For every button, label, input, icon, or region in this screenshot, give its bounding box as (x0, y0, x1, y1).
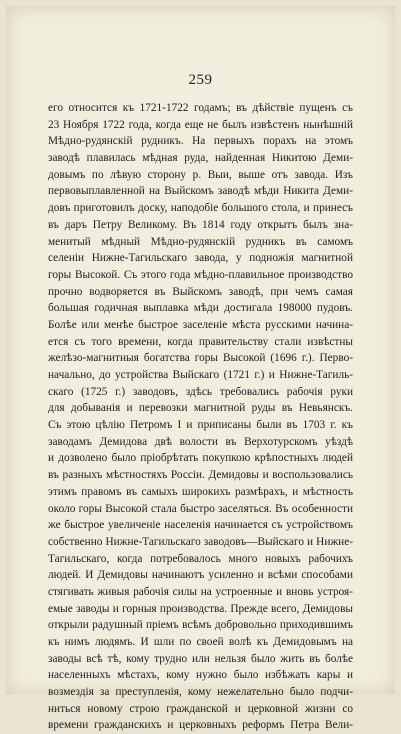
text-line: къ нимъ людямъ. И шли по своей волѣ къ Демидовымъ на (48, 636, 353, 648)
text-line: довъ приготовилъ доску, наподобіе большого стола, и принесъ (48, 202, 353, 215)
text-line: возмездія за преступленія, кому нежелательно было подчи- (48, 686, 353, 699)
body-text (48, 100, 353, 734)
text-line: этимъ правомъ въ самыхъ широкихъ размѣрахъ, и мѣстность (48, 485, 353, 498)
text-line: собственно Нижне-Тагильскаго заводовъ—Выйскаго и Нижне- (48, 535, 353, 548)
book-page (6, 6, 395, 732)
text-line: скаго (1725 г.) заводовъ, здѣсь требовались рабочія руки (48, 385, 353, 398)
text-line: его относится къ 1721-1722 годамъ; въ дѣйствіе пущенъ съ (48, 102, 353, 114)
text-line: около горы Высокой стала быстро заселяться. Въ особенности (48, 502, 353, 515)
page-number: 259 (188, 72, 213, 88)
text-line: желѣзо-магнитныя богатства горы Высокой (1696 г.). Перво- (48, 352, 353, 365)
text-line: ется съ того времени, когда правительству стали извѣстны (48, 335, 353, 348)
text-line: прочно водворяется въ Выйскомъ заводѣ, при чемъ самая (48, 285, 353, 298)
text-line: емые заводы и горныя производства. Прежде всего, Демидовы (48, 602, 353, 615)
text-line: открыли радушный пріемъ всѣмъ добровольно приходившимъ (48, 619, 353, 632)
text-line: ниться новому строю гражданской и церковной жизни со (48, 702, 353, 715)
text-line: времени гражданскихъ и церковныхъ реформъ Петра Вели- (48, 719, 353, 732)
text-line: менитый мѣдный Мѣдно-рудянскій рудникъ въ самомъ (48, 235, 353, 248)
text-line: для добыванія и перевозки магнитной руды въ Невьянскъ. (48, 402, 353, 415)
text-line: людей. И Демидовы начинаютъ усиленно и всѣми способами (48, 569, 353, 582)
text-line: 23 Ноября 1722 года, когда еще не былъ извѣстенъ нынѣшній (48, 118, 353, 131)
text-line: въ разныхъ мѣстностяхъ Россіи. Демидовы и воспользовались (48, 469, 353, 482)
text-line: большая годичная выплавка мѣди достигала 198000 пудовъ. (48, 302, 353, 315)
text-line: заводы всѣ тѣ, кому трудно или нельзя было жить въ болѣе (48, 652, 353, 665)
text-line: Мѣдно-рудянскій рудникъ. На первыхъ порахъ на этомъ (48, 135, 353, 148)
text-line: первовыплавленной на Выйскомъ заводѣ мѣди Никита Деми- (48, 185, 353, 198)
text-line: Тагильскаго, когда потребовалось много новыхъ рабочихъ (48, 552, 353, 565)
text-line: начально, до устройства Выйскаго (1721 г.) и Нижне-Тагиль- (48, 369, 353, 381)
text-line: же быстрое увеличеніе населенія начинается съ устройствомъ (48, 519, 353, 532)
text-line: заводѣ плавилась мѣдная руда, найденная Никитою Деми- (48, 152, 353, 165)
text-line: селеніи Нижне-Тагильскаго завода, у подножія магнитной (48, 252, 353, 265)
text-line: въ даръ Петру Великому. Въ 1814 году открытъ былъ зна- (48, 218, 353, 231)
text-line: стягивать живыя рабочія силы на устроенные и вновь устроя- (48, 585, 353, 598)
text-line: Болѣе или менѣе быстрое заселеніе мѣста русскими начина- (48, 318, 353, 331)
text-line: довымъ по лѣвую сторону р. Выи, выше отъ завода. Изъ (48, 168, 353, 181)
text-line: населенныхъ мѣстахъ, кому нужно было избѣжать кары и (48, 669, 353, 682)
text-line: Съ этою цѣлію Петромъ I и приписаны были въ 1703 г. къ (48, 419, 353, 432)
text-line: горы Высокой. Съ этого года мѣдно-плавильное производство (48, 268, 353, 281)
text-line: заводамъ Демидова двѣ волости въ Верхотурскомъ уѣздѣ (48, 435, 353, 448)
text-line: и дозволено было пріобрѣтать покупкою крѣпостныхъ людей (48, 452, 353, 465)
